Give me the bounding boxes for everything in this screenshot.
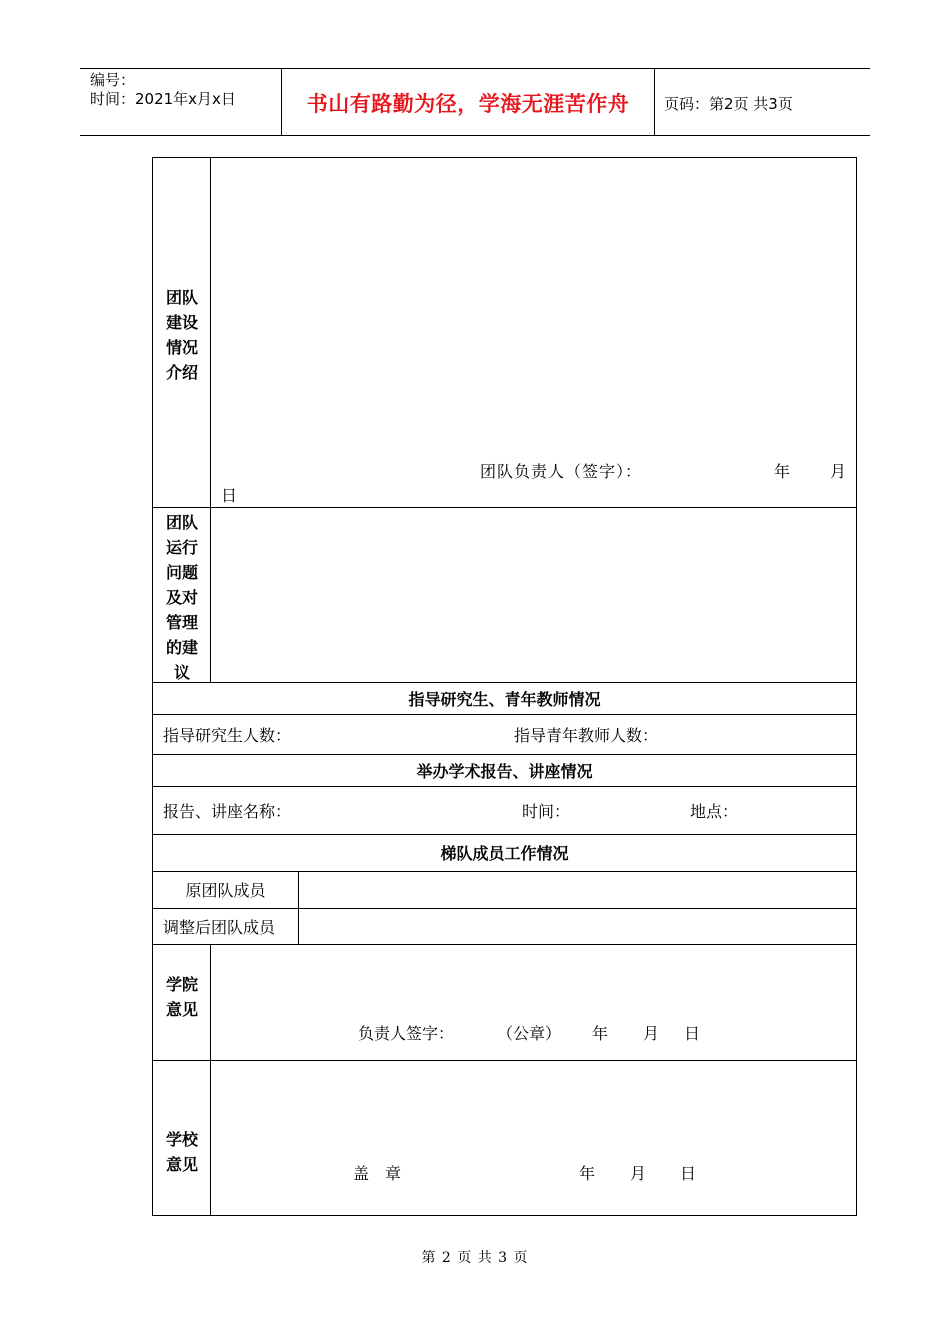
date-label: 时间：2021年x月x日 xyxy=(90,90,236,108)
college-opinion-label: 学院 意见 xyxy=(165,975,198,1019)
header-divider xyxy=(654,69,655,136)
year-label: 年 xyxy=(774,462,791,481)
application-form-table xyxy=(152,157,857,1216)
official-seal-label: （公章） xyxy=(497,1024,562,1043)
header-bottom-rule xyxy=(80,135,870,136)
team-leader-signature-label: 团队负责人（签字）： xyxy=(480,462,643,481)
day-label: 日 xyxy=(221,486,238,505)
lecture-name-field[interactable]: 报告、讲座名称： xyxy=(163,802,292,821)
college-signer-label: 负责人签字： xyxy=(358,1024,455,1043)
row-divider xyxy=(153,754,856,755)
row-divider xyxy=(153,1060,856,1061)
day-label: 日 xyxy=(680,1164,697,1183)
operation-label: 团队 运行 问题 及对 管理 的建 议 xyxy=(165,513,198,682)
original-members-label: 原团队成员 xyxy=(185,881,266,900)
members-title: 梯队成员工作情况 xyxy=(440,844,569,863)
year-label: 年 xyxy=(579,1164,596,1183)
young-teacher-count-field[interactable]: 指导青年教师人数： xyxy=(514,726,659,745)
serial-number-label: 编号： xyxy=(90,71,136,89)
guidance-title: 指导研究生、青年教师情况 xyxy=(408,690,601,709)
seal-label: 盖 章 xyxy=(353,1164,402,1183)
lecture-time-field[interactable]: 时间： xyxy=(522,802,571,821)
day-label: 日 xyxy=(684,1024,701,1043)
month-label: 月 xyxy=(630,1164,647,1183)
original-members-field[interactable] xyxy=(299,872,856,908)
page-info: 页码：第2页 共3页 xyxy=(664,95,793,113)
team-build-content-area[interactable] xyxy=(211,158,856,458)
month-label: 月 xyxy=(830,462,847,481)
year-label: 年 xyxy=(592,1024,609,1043)
operation-content-area[interactable] xyxy=(211,508,856,682)
month-label: 月 xyxy=(643,1024,660,1043)
page-footer: 第 2 页 共 3 页 xyxy=(421,1250,529,1266)
graduate-count-field[interactable]: 指导研究生人数： xyxy=(163,726,292,745)
header-motto: 书山有路勤为径，学海无涯苦作舟 xyxy=(306,92,630,116)
header-top-rule xyxy=(80,68,870,69)
row-divider xyxy=(153,786,856,787)
adjusted-members-label: 调整后团队成员 xyxy=(163,918,276,937)
adjusted-members-field[interactable] xyxy=(299,909,856,944)
school-opinion-label: 学校 意见 xyxy=(165,1130,198,1174)
row-divider xyxy=(153,714,856,715)
team-build-label: 团队 建设 情况 介绍 xyxy=(165,288,198,382)
row-divider xyxy=(153,682,856,683)
lectures-title: 举办学术报告、讲座情况 xyxy=(416,762,593,781)
row-divider xyxy=(153,944,856,945)
lecture-place-field[interactable]: 地点： xyxy=(690,802,739,821)
row-divider xyxy=(153,834,856,835)
